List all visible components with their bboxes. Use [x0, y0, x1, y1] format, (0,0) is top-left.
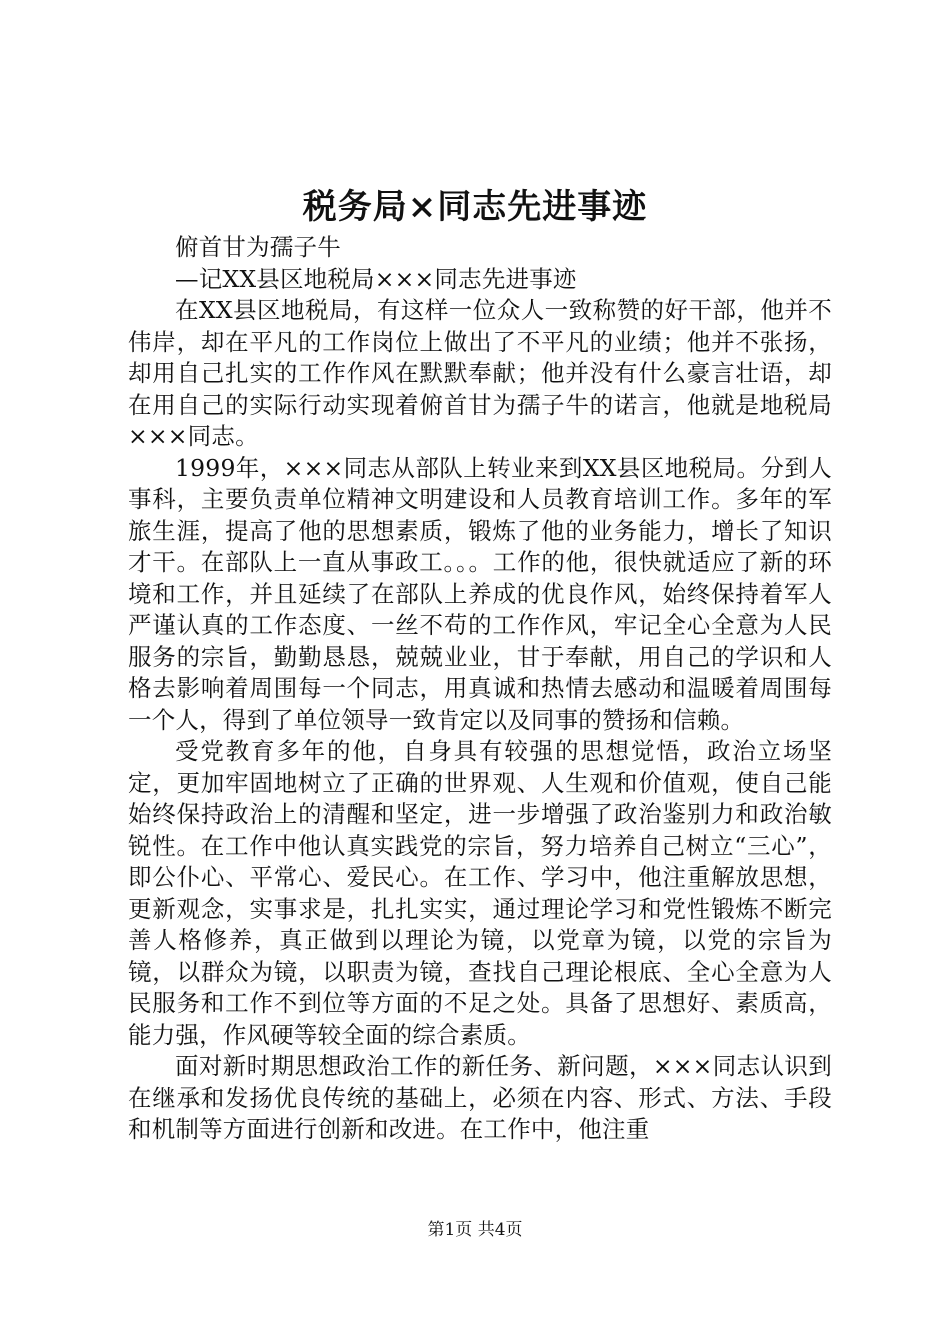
document-body [128, 232, 832, 1146]
subtitle-line: 俯首甘为孺子牛 [175, 233, 341, 261]
paragraph: 面对新时期思想政治工作的新任务、新问题，×××同志认识到在继承和发扬优良传统的基础上，必须在内容、形式、方法、手段和机制等方面进行创新和改进。在工作中，他注重 [128, 1052, 832, 1143]
page-number-footer: 第1页 共4页 [427, 1220, 523, 1240]
subtitle-dedication: —记XX县区地税局×××同志先进事迹 [175, 264, 577, 293]
paragraph: 1999年，×××同志从部队上转业来到XX县区地税局。分到人事科，主要负责单位精神文明建设和人员教育培训工作。多年的军旅生涯，提高了他的思想素质，锻炼了他的业务能力，增长了知识才干。在部队上一直从事政工。。。工作的他，很快就适应了新的环境和工作，并且延续了在部队上养成的优良作风，始终保持着军人严谨认真的工作态度、一丝不苟的工作作风，牢记全心全意为人民服务的宗旨，勤勤恳恳，兢兢业业，甘于奉献，用自己的学识和人格去影响着周围每一个同志，用真诚和热情去感动和温暖着周围每一个人，得到了单位领导一致肯定以及同事的赞扬和信赖。 [128, 453, 832, 734]
paragraph: 在XX县区地税局，有这样一位众人一致称赞的好干部，他并不伟岸，却在平凡的工作岗位上做出了不平凡的业绩；他并不张扬，却用自己扎实的工作作风在默默奉献；他并没有什么豪言壮语，却在用自己的实际行动实现着俯首甘为孺子牛的诺言，他就是地税局×××同志。 [128, 296, 832, 450]
document-title: 税务局×同志先进事迹 [302, 187, 648, 227]
paragraph: 受党教育多年的他，自身具有较强的思想觉悟，政治立场坚定，更加牢固地树立了正确的世界观、人生观和价值观，使自己能始终保持政治上的清醒和坚定，进一步增强了政治鉴别力和政治敏锐性。在工作中他认真实践党的宗旨，努力培养自己树立“三心”，即公仆心、平常心、爱民心。在工作、学习中，他注重解放思想，更新观念，实事求是，扎扎实实，通过理论学习和党性锻炼不断完善人格修养，真正做到以理论为镜，以党章为镜，以党的宗旨为镜，以群众为镜，以职责为镜，查找自己理论根底、全心全意为人民服务和工作不到位等方面的不足之处。具备了思想好、素质高，能力强，作风硬等较全面的综合素质。 [128, 737, 832, 1049]
